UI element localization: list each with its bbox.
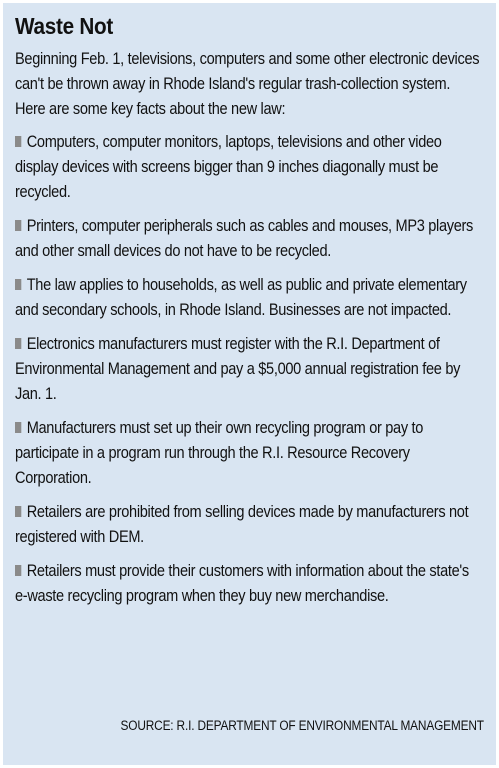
square-bullet-icon [15,279,21,290]
source-credit: SOURCE: R.I. DEPARTMENT OF ENVIRONMENTAL MANAGEMENT [120,718,484,733]
square-bullet-icon [15,338,21,349]
fact-text: The law applies to households, as well as public and private elementary and secondary schools, in Rhode Island. Businesses are not impacted. [15,276,467,319]
fact-text: Retailers must provide their customers with information about the state's e-waste recycling program when they buy new merchandise. [15,562,469,605]
fact-item [15,416,483,491]
info-panel [3,3,496,765]
fact-item [15,130,483,205]
square-bullet-icon [15,506,21,517]
panel-title: Waste Not [15,13,114,39]
square-bullet-icon [15,565,21,576]
fact-item [15,273,483,323]
fact-text: Computers, computer monitors, laptops, televisions and other video display devices with screens bigger than 9 inches diagonally must be recycled. [15,133,442,201]
fact-item [15,559,483,609]
intro-paragraph: Beginning Feb. 1, televisions, computers and some other electronic devices can't be thrown away in Rhode Island's regular trash-collection system. Here are some key facts about the new law: [15,50,480,118]
fact-item [15,500,483,550]
fact-text: Electronics manufacturers must register with the R.I. Department of Environmental Management and pay a $5,000 annual registration fee by Jan. 1. [15,335,461,403]
square-bullet-icon [15,422,21,433]
square-bullet-icon [15,220,21,231]
fact-text: Manufacturers must set up their own recycling program or pay to participate in a program run through the R.I. Resource Recovery Corporation. [15,419,424,487]
fact-item [15,332,483,407]
fact-item [15,214,483,264]
square-bullet-icon [15,136,21,147]
fact-text: Printers, computer peripherals such as cables and mouses, MP3 players and other small devices do not have to be recycled. [15,217,474,260]
fact-text: Retailers are prohibited from selling devices made by manufacturers not registered with DEM. [15,503,469,546]
